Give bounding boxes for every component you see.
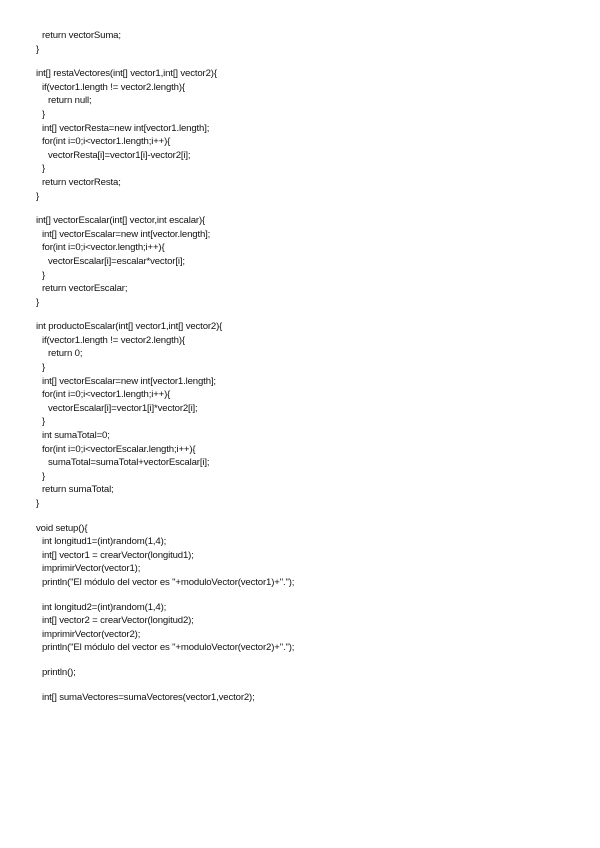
code-line: return sumaTotal; [42, 484, 114, 496]
code-line: for(int i=0;i<vectorEscalar.length;i++){ [42, 443, 196, 455]
code-line: int longitud1=(int)random(1,4); [42, 536, 167, 548]
code-line: for(int i=0;i<vector.length;i++){ [42, 242, 165, 254]
code-line: int[] sumaVectores=sumaVectores(vector1,vector2); [42, 691, 255, 703]
code-line: vectorEscalar[i]=vector1[i]*vector2[i]; [48, 402, 198, 414]
code-line: int[] vectorResta=new int[vector1.length]; [42, 122, 210, 134]
blank-line [36, 590, 294, 601]
code-line: imprimirVector(vector1); [42, 563, 141, 575]
code-line: } [42, 362, 46, 374]
code-line: } [42, 470, 46, 482]
blank-line [36, 511, 294, 522]
code-line: } [42, 163, 46, 175]
code-line: int[] vectorEscalar(int[] vector,int escalar){ [36, 215, 206, 227]
code-line: return vectorSuma; [42, 30, 121, 41]
code-line: void setup(){ [36, 522, 88, 534]
code-line: return 0; [48, 348, 83, 360]
code-line: imprimirVector(vector2); [42, 628, 141, 640]
code-line: } [42, 416, 46, 428]
blank-line [36, 309, 294, 320]
code-line: } [42, 108, 46, 120]
code-listing [36, 29, 294, 704]
blank-line [36, 56, 294, 67]
code-line: for(int i=0;i<vector1.length;i++){ [42, 136, 171, 148]
code-line: int[] vectorEscalar=new int[vector.length]; [42, 228, 211, 240]
code-line: vectorResta[i]=vector1[i]-vector2[i]; [48, 149, 191, 161]
code-line: int[] restaVectores(int[] vector1,int[] vector2){ [36, 68, 217, 80]
code-line: int[] vector1 = crearVector(longitud1); [42, 549, 194, 561]
code-line: } [36, 190, 40, 202]
code-line: return vectorEscalar; [42, 283, 128, 295]
code-line: vectorEscalar[i]=escalar*vector[i]; [48, 255, 185, 267]
code-line: for(int i=0;i<vector1.length;i++){ [42, 389, 171, 401]
code-line: int productoEscalar(int[] vector1,int[] vector2){ [36, 321, 223, 333]
blank-line [36, 680, 294, 691]
code-line: sumaTotal=sumaTotal+vectorEscalar[i]; [48, 457, 210, 469]
code-line: println("El módulo del vector es "+moduloVector(vector1)+"."); [42, 576, 295, 588]
code-line: } [36, 296, 40, 308]
code-line: int[] vectorEscalar=new int[vector1.length]; [42, 375, 216, 387]
code-line: } [42, 269, 46, 281]
code-line: int sumaTotal=0; [42, 430, 110, 442]
code-line: return null; [48, 95, 92, 107]
blank-line [36, 655, 294, 666]
code-line: } [36, 43, 40, 55]
blank-line [36, 203, 294, 214]
code-line: int longitud2=(int)random(1,4); [42, 601, 167, 613]
code-line: } [36, 498, 40, 509]
code-line: println("El módulo del vector es "+moduloVector(vector2)+"."); [42, 642, 295, 654]
code-line: return vectorResta; [42, 176, 121, 188]
code-line: if(vector1.length != vector2.length){ [42, 334, 185, 346]
code-line: if(vector1.length != vector2.length){ [42, 81, 185, 93]
code-line: int[] vector2 = crearVector(longitud2); [42, 615, 194, 627]
code-line: println(); [42, 666, 76, 678]
